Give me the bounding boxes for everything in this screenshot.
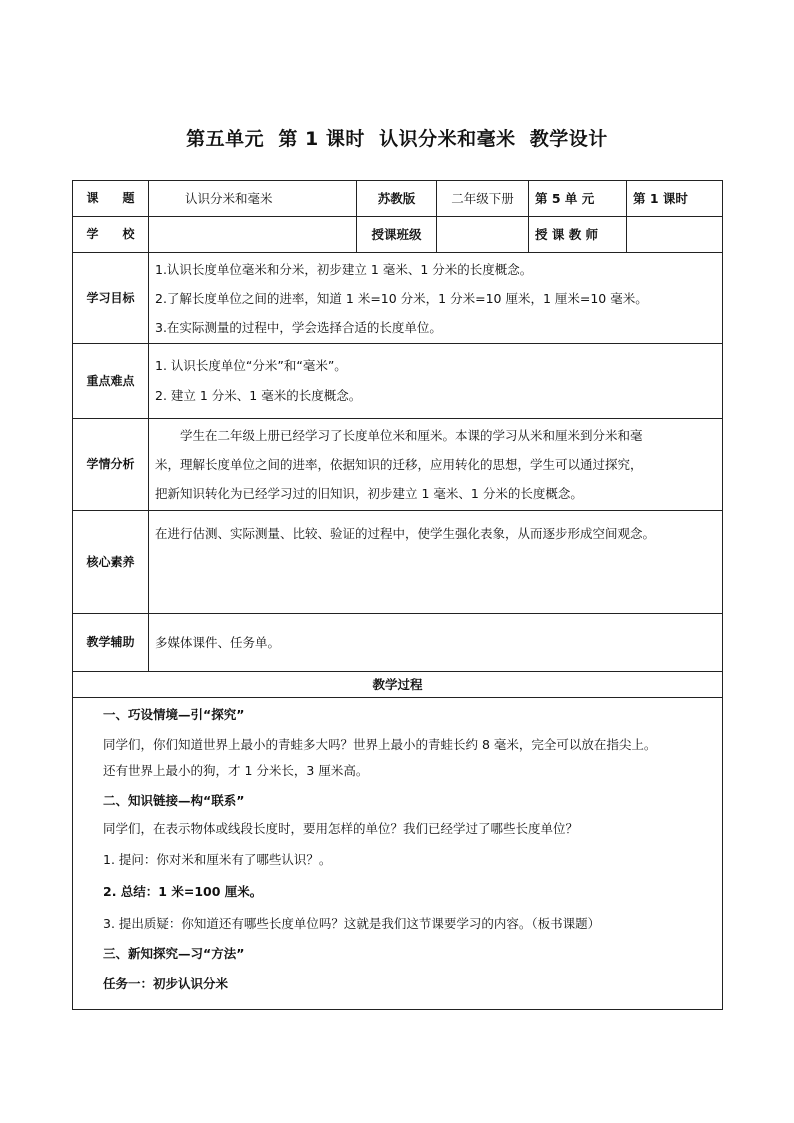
key-points-label: 重点难点 (73, 344, 149, 419)
process-paragraph: 1. 提问：你对米和厘米有了哪些认识？。 (103, 852, 332, 867)
grade-cell: 二年级下册 (437, 181, 529, 217)
row-process-header (73, 672, 723, 698)
aids-label: 教学辅助 (73, 614, 149, 672)
literacy-content: 在进行估测、实际测量、比较、验证的过程中，使学生强化表象，从而逐步形成空间观念。 (149, 511, 723, 614)
process-paragraph: 2. 总结：1 米=100 厘米。 (103, 884, 263, 899)
section-heading: 二、知识链接—构“联系” (103, 793, 245, 808)
key-point-line: 1. 认识长度单位“分米”和“毫米”。 (155, 358, 347, 373)
class-label: 授课班级 (357, 217, 437, 253)
literacy-label: 核心素养 (73, 511, 149, 614)
class-value (437, 217, 529, 253)
analysis-line: 学生在二年级上册已经学习了长度单位米和厘米。本课的学习从米和厘米到分米和毫 (155, 428, 643, 443)
topic-value: 认识分米和毫米 (149, 181, 357, 217)
goals-content (149, 253, 723, 344)
process-paragraph: 同学们，你们知道世界上最小的青蛙多大吗？世界上最小的青蛙长约 8 毫米，完全可以放在指尖上。 (103, 737, 657, 752)
process-header: 教学过程 (73, 672, 723, 698)
row-analysis (73, 419, 723, 511)
analysis-line: 把新知识转化为已经学习过的旧知识，初步建立 1 毫米、1 分米的长度概念。 (155, 486, 583, 501)
unit-cell: 第 5 单 元 (529, 181, 627, 217)
process-paragraph: 同学们，在表示物体或线段长度时，要用怎样的单位？我们已经学过了哪些长度单位？ (103, 821, 579, 836)
section-heading: 三、新知探究—习“方法” (103, 946, 245, 961)
analysis-content (149, 419, 723, 511)
key-points-content (149, 344, 723, 419)
row-process (73, 698, 723, 1010)
process-paragraph: 还有世界上最小的狗，才 1 分米长，3 厘米高。 (103, 763, 369, 778)
page-title: 第五单元 第 1 课时 认识分米和毫米 教学设计 (186, 128, 608, 150)
topic-label: 课 题 (73, 181, 149, 217)
analysis-label: 学情分析 (73, 419, 149, 511)
row-goals (73, 253, 723, 344)
goal-line: 1.认识长度单位毫米和分米，初步建立 1 毫米、1 分米的长度概念。 (155, 261, 533, 277)
goal-line: 3.在实际测量的过程中，学会选择合适的长度单位。 (155, 319, 442, 335)
goal-line: 2.了解长度单位之间的进率，知道 1 米=10 分米，1 分米=10 厘米，1 厘米=10 毫米。 (155, 290, 648, 306)
process-paragraph: 3. 提出质疑：你知道还有哪些长度单位吗？这就是我们这节课要学习的内容。（板书课题） (103, 916, 601, 931)
teacher-label: 授 课 教 师 (529, 217, 627, 253)
process-content (73, 698, 723, 1010)
goals-label: 学习目标 (73, 253, 149, 344)
row-literacy (73, 511, 723, 614)
lesson-cell: 第 1 课时 (627, 181, 723, 217)
analysis-line: 米，理解长度单位之间的进率，依据知识的迁移，应用转化的思想，学生可以通过探究， (155, 457, 643, 472)
row-topic (73, 181, 723, 217)
row-key-points (73, 344, 723, 419)
row-aids (73, 614, 723, 672)
school-label: 学 校 (73, 217, 149, 253)
aids-content: 多媒体课件、任务单。 (149, 614, 723, 672)
lesson-plan-table (72, 180, 723, 1010)
task-heading: 任务一：初步认识分米 (103, 976, 229, 991)
row-school (73, 217, 723, 253)
section-heading: 一、巧设情境—引“探究” (103, 707, 245, 722)
school-value (149, 217, 357, 253)
key-point-line: 2. 建立 1 分米、1 毫米的长度概念。 (155, 388, 362, 403)
publisher-cell: 苏教版 (357, 181, 437, 217)
teacher-value (627, 217, 723, 253)
